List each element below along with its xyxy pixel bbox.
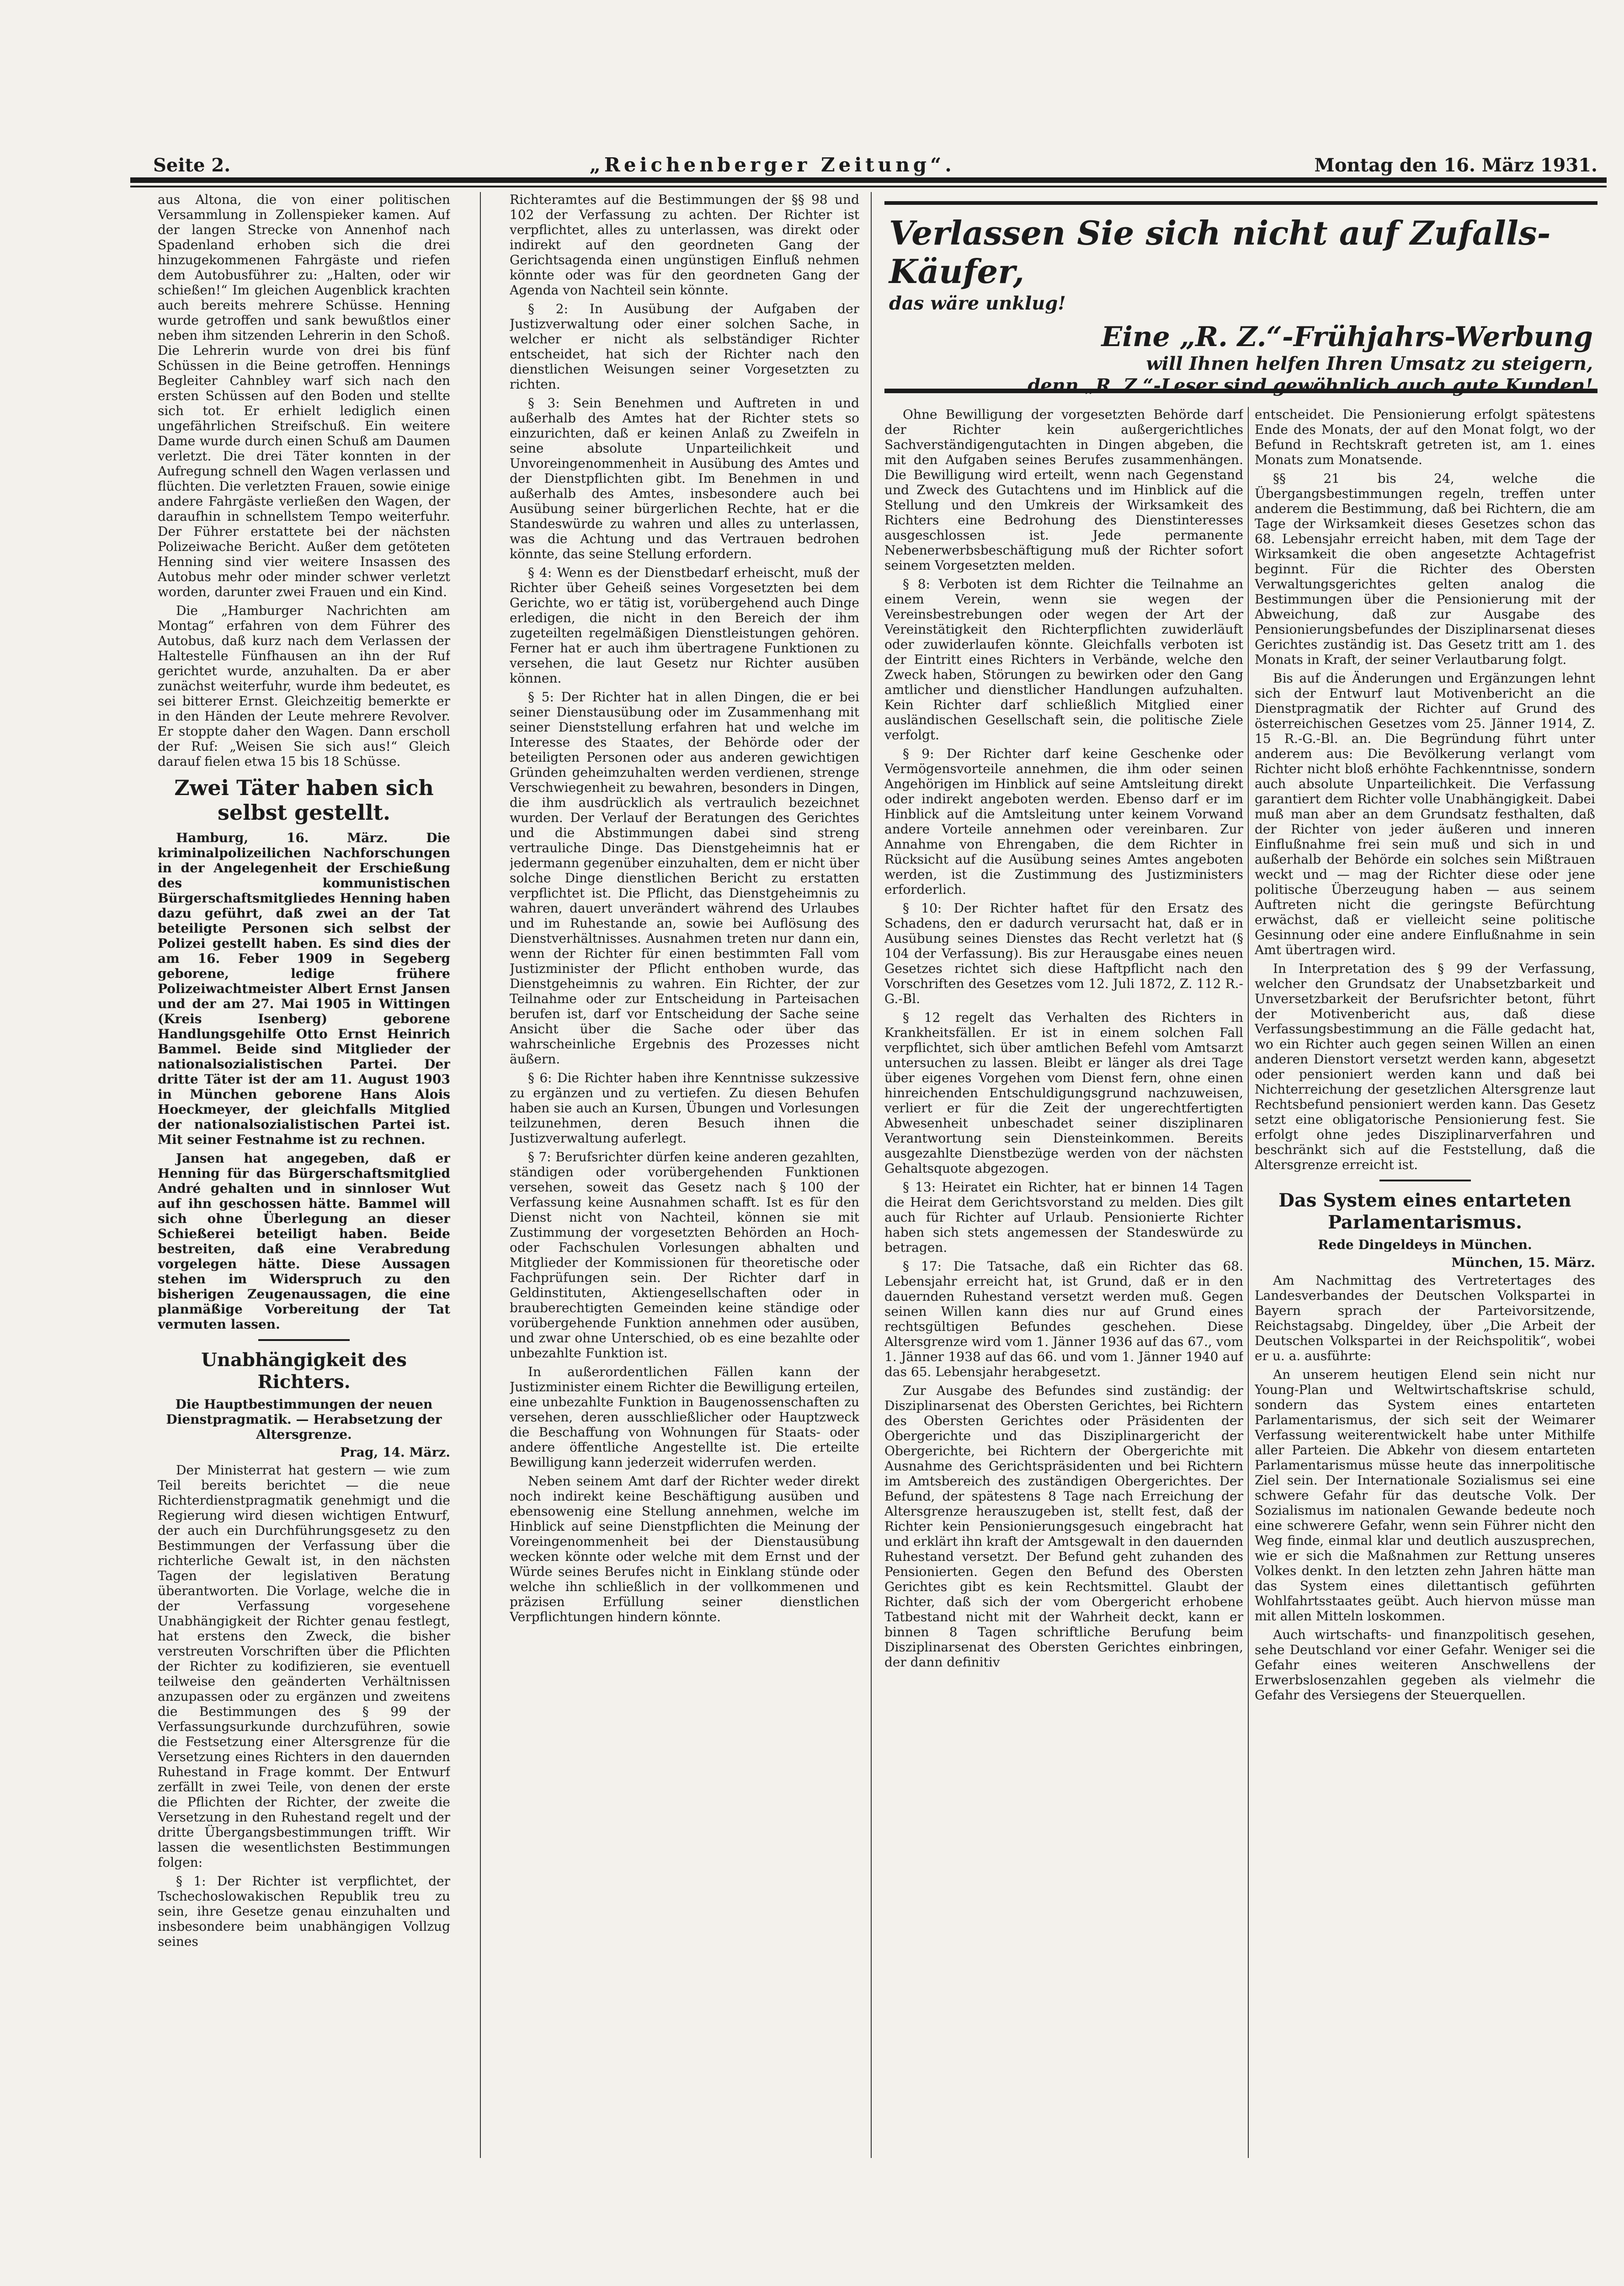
paragraph: Die „Hamburger Nachrichten am Montag“ erfahren von dem Führer des Autobus, daß kurz nach dem Verlassen der Haltestelle Fünfhausen an ihn der Ruf gerichtet wurde, anzuhalten. Da er aber zunächst weiterfuhr, wurde ihm bedeutet, es sei bitterer Ernst. Gleichzeitig bemerkte er in den Händen der Leute mehrere Revolver. Er stoppte daher den Wagen. Dann erscholl der Ruf: „Weisen Sie sich aus!“ Gleich darauf fielen etwa 15 bis 18 Schüsse. — [158, 603, 450, 769]
paragraph: § 8: Verboten ist dem Richter die Teilnahme an einem Verein, wenn sie wegen der Vereinsbestrebungen oder wegen der Art der Vereinstätigkeit den Richterpflichten zuwiderläuft oder zuwiderlaufen könnte. Gleichfalls verboten ist der Eintritt eines Richters in Verbände, welche den Zweck haben, Störungen zu bewirken oder den Gang amtlicher und dienstlicher Handlungen aufzuhalten. Kein Richter darf schließlich Mitglied einer ausländischen Gesellschaft sein, die politische Ziele verfolgt. — [884, 577, 1243, 742]
column-1 — [158, 192, 450, 2158]
paragraph: § 3: Sein Benehmen und Auftreten in und außerhalb des Amtes hat der Richter stets so einzurichten, daß er keinen Anlaß zu Zweifeln in seine absolute Unparteilichkeit und Unvoreingenommenheit in Ausübung des Amtes und der Dienstpflichten gibt. Im Benehmen in und außerhalb des Amtes, insbesondere auch bei Ausübung seiner bürgerlichen Rechte, hat er die Standeswürde zu wahren und alles zu unterlassen, was die Achtung und das Vertrauen bedrohen könnte, das seine Stellung erfordern. — [510, 395, 859, 561]
column-divider — [1248, 407, 1249, 2158]
paragraph: Auch wirtschafts- und finanzpolitisch gesehen, sehe Deutschland vor einer Gefahr. Weniger sei die Gefahr eines weiteren Anschwellens der Erwerbslosenzahlen gegeben als vielmehr die Gefahr des Versiegens der Steuerquellen. — [1255, 1627, 1595, 1703]
paragraph: Der Ministerrat hat gestern — wie zum Teil bereits berichtet — die neue Richterdienstpragmatik genehmigt und die Regierung wird diesen wichtigen Entwurf, der auch ein Durchführungsgesetz zu den Bestimmungen der Verfassung über die richterliche Gewalt ist, in den nächsten Tagen der legislativen Beratung überantworten. Die Vorlage, welche die in der Verfassung vorgesehene Unabhängigkeit der Richter genau festlegt, hat erstens den Zweck, die bisher verstreuten Vorschriften über die Pflichten der Richter zu kodifizieren, sie eventuell teilweise den geänderten Verhältnissen anzupassen oder zu ergänzen und zweitens die Bestimmungen des § 99 der Verfassungsurkunde durchzuführen, sowie die Festsetzung einer Altersgrenze für die Versetzung eines Richters in den dauernden Ruhestand in Frage kommt. Der Entwurf zerfällt in zwei Teile, von denen der erste die Pflichten der Richter, der zweite die Versetzung in den Ruhestand regelt und der dritte Übergangsbestimmungen trifft. Wir lassen die wesentlichsten Bestimmungen folgen: — [158, 1463, 450, 1870]
column-divider — [480, 192, 481, 2158]
paragraph: In Interpretation des § 99 der Verfassung, welcher den Grundsatz der Unabsetzbarkeit und Unversetzbarkeit der Berufsrichter betont, führt der Motivenbericht aus, daß diese Verfassungsbestimmung an die Fälle gedacht hat, wo ein Richter auch gegen seinen Willen an einen anderen Dienstort versetzt werden kann, abgesetzt oder pensioniert werden kann und daß bei Nichterreichung der gesetzlichen Altersgrenze laut Rechtsbefund pensioniert werden kann. Das Gesetz setzt eine obligatorische Pensionierung fest. Sie erfolgt ohne jedes Disziplinarverfahren und beschränkt sich auf die Feststellung, daß die Altersgrenze erreicht ist. — [1255, 961, 1595, 1172]
dateline: München, 15. März. — [1451, 1255, 1595, 1270]
page-header — [153, 139, 1597, 176]
dateline: Prag, 14. März. — [340, 1445, 450, 1460]
paragraph: Neben seinem Amt darf der Richter weder direkt noch indirekt keine Beschäftigung ausüben und ebensowenig eine Stellung annehmen, welche im Hinblick auf seine Dienstpflichten die Meinung der Voreingenommenheit bei der Dienstausübung wecken könnte oder welche mit dem Ernst und der Würde seines Berufes nicht in Einklang stünde oder welche ihn schließlich in der vollkommenen und präzisen Erfüllung seiner dienstlichen Verpflichtungen hindern könnte. — [510, 1474, 859, 1624]
column-2 — [510, 192, 859, 2158]
ad-text: denn „R. Z.“-Leser sind gewöhnlich auch gute Kunden! — [1028, 375, 1593, 396]
paragraph: Am Nachmittag des Vertretertages des Landesverbandes der Deutschen Volkspartei in Bayern sprach der Parteivorsitzende, Reichstagsabg. Dingeldey, über „Die Arbeit der Deutschen Volkspartei in der Reichspolitik“, wobei er u. a. ausführte: — [1255, 1273, 1595, 1363]
paragraph: In außerordentlichen Fällen kann der Justizminister einem Richter die Bewilligung erteilen, eine unbezahlte Funktion in Baugenossenschaften zu versehen, deren ausschließlicher oder Hauptzweck die Beschaffung von Wohnungen für Staats- oder andere öffentliche Angestellte ist. Die erteilte Bewilligung kann jederzeit widerrufen werden. — [510, 1364, 859, 1470]
paragraph: § 5: Der Richter hat in allen Dingen, die er bei seiner Dienstausübung oder im Zusammenhang mit seiner Dienststellung erfahren hat und welche im Interesse des Staates, der Behörde oder der beteiligten Personen oder aus anderen gewichtigen Gründen geheimzuhalten werden verdienen, strenge Verschwiegenheit zu bewahren, besonders in Dingen, die ihm ausdrücklich als vertraulich bezeichnet wurden. Der Verlauf der Beratungen des Gerichtes und die Abstimmungen dabei sind streng vertrauliche Dinge. Das Dienstgeheimnis hat er jedermann gegenüber einzuhalten, dem er nicht über solche Dinge dienstlichen Bericht zu erstatten verpflichtet ist. Die Pflicht, das Dienstgeheimnis zu wahren, dauert unverändert während des Urlaubes und im Ruhestande an, sowie bei Auflösung des Dienstverhältnisses. Ausnahmen treten nur dann ein, wenn der Richter für einen bestimmten Fall vom Justizminister der Pflicht enthoben wurde, das Dienstgeheimnis zu wahren. Ein Richter, der zur Teilnahme oder zur Entscheidung in Parteisachen berufen ist, darf vor Entscheidung der Sache seine Ansicht über die Sache oder über das wahrscheinliche Ergebnis des Prozesses nicht äußern. — [510, 689, 859, 1067]
paragraph: Richteramtes auf die Bestimmungen der §§ 98 und 102 der Verfassung zu achten. Der Richter ist verpflichtet, alles zu unterlassen, was direkt oder indirekt auf den geordneten Gang der Gerichtsagenda einen ungünstigen Einfluß nehmen könnte oder was für den geordneten Gang der Agenda von Nachteil sein könnte. — [510, 192, 859, 298]
paragraph: § 17: Die Tatsache, daß ein Richter das 68. Lebensjahr erreicht hat, ist Grund, daß er in den dauernden Ruhestand versetzt werden muß. Gegen seinen Willen kann dies nur auf Grund eines rechtsgültigen Befundes geschehen. Diese Altersgrenze wird vom 1. Jänner 1936 auf das 67., vom 1. Jänner 1938 auf das 66. und vom 1. Jänner 1940 auf das 65. Lebensjahr herabgesetzt. — [884, 1259, 1243, 1379]
column-divider — [871, 192, 872, 2158]
paragraph: Jansen hat angegeben, daß er Henning für das Bürgerschaftsmitglied André gehalten und in sinnloser Wut auf ihn geschossen hätte. Bammel will sich ohne Überlegung an dieser Schießerei beteiligt haben. Beide bestreiten, daß eine Verabredung vorgelegen hätte. Diese Aussagen stehen im Widerspruch zu den bisherigen Zeugenaussagen, die eine planmäßige Vorbereitung der Tat vermuten lassen. — [158, 1151, 450, 1332]
issue-date: Montag den 16. März 1931. — [1314, 155, 1597, 176]
paragraph: § 12 regelt das Verhalten des Richters in Krankheitsfällen. Er ist in einem solchen Fall verpflichtet, sich über amtlichen Befehl vom Amtsarzt untersuchen zu lassen. Bleibt er länger als drei Tage über eigenes Vorgehen vom Dienst fern, ohne einen hinreichenden Entschuldigungsgrund nachzuweisen, verliert er für die Zeit der ungerechtfertigten Abwesenheit unbeschadet seiner disziplinaren Verantwortung sein Diensteinkommen. Bereits ausgezahlte Dienstbezüge werden von der nächsten Gehaltsquote abgezogen. — [884, 1010, 1243, 1176]
paragraph: Hamburg, 16. März. Die kriminalpolizeilichen Nachforschungen in der Angelegenheit der Erschießung des kommunistischen Bürgerschaftsmitgliedes Henning haben dazu geführt, daß zwei an der Tat beteiligte Personen sich selbst der Polizei gestellt haben. Es sind dies der am 16. Feber 1909 in Segeberg geborene, ledige frühere Polizeiwachtmeister Albert Ernst Jansen und der am 27. Mai 1905 in Wittingen (Kreis Isenberg) geborene Handlungsgehilfe Otto Ernst Heinrich Bammel. Beide sind Mitglieder der nationalsozialistischen Partei. Der dritte Täter ist der am 11. August 1903 in München geborene Hans Alois Hoeckmeyer, der gleichfalls Mitglied der nationalsozialistischen Partei ist. Mit seiner Festnahme ist zu rechnen. — [158, 830, 450, 1147]
paragraph: Bis auf die Änderungen und Ergänzungen lehnt sich der Entwurf laut Motivenbericht an die Dienstpragmatik der Richter auf Grund des österreichischen Gesetzes vom 25. Jänner 1914, Z. 15 R.-G.-Bl. an. Die Begründung führt unter anderem aus: Die Bevölkerung verlangt vom Richter nicht bloß erhöhte Fachkenntnisse, sondern auch absolute Unparteilichkeit. Die Verfassung garantiert dem Richter volle Unabhängigkeit. Dabei muß man aber an dem Grundsatz festhalten, daß der Richter von jeder äußeren und inneren Einflußnahme frei sein muß und sich in und außerhalb der Behörde ein solches sein Mißtrauen weckt und — mag der Richter diese oder jene politische Überzeugung haben — aus seinem Auftreten nicht die geringste Befürchtung erwächst, daß er vielleicht seine politische Gesinnung oder eine andere Einflußnahme in sein Amt übertragen wird. — [1255, 671, 1595, 957]
paragraph: Ohne Bewilligung der vorgesetzten Behörde darf der Richter kein außergerichtliches Sachverständigengutachten in Dingen abgeben, die mit den Aufgaben seines Berufes zusammenhängen. Die Bewilligung wird erteilt, wenn nach Gegenstand und Zweck des Gutachtens und im Hinblick auf die Stellung und den Umkreis der Wirksamkeit des Richters eine Bedrohung des Dienstinteresses ausgeschlossen ist. Jede permanente Nebenerwerbsbeschäftigung muß der Richter sofort seinem Vorgesetzten melden. — [884, 407, 1243, 573]
column-3 — [884, 407, 1243, 2286]
paragraph: § 9: Der Richter darf keine Geschenke oder Vermögensvorteile annehmen, die ihm oder seinen Angehörigen im Hinblick auf seine Amtsleitung direkt oder indirekt angeboten werden. Ebenso darf er im Hinblick auf die Amtsleitung unter keinem Vorwand andere Vorteile annehmen oder vereinbaren. Zur Annahme von Ehrengaben, die dem Richter in Rücksicht auf die Ausübung seines Amtes angeboten werden, ist die Zustimmung des Justizministers erforderlich. — [884, 746, 1243, 897]
headline: Das System eines entarteten Parlamentarismus. — [1278, 1190, 1571, 1233]
paragraph: §§ 21 bis 24, welche die Übergangsbestimmungen regeln, treffen unter anderem die Bestimmung, daß bei Richtern, die am Tage der Wirksamkeit dieses Gesetzes schon das 68. Lebensjahr erreicht haben, mit dem Tage der Wirksamkeit die oben angesetzte Achtagefrist beginnt. Für die Richter des Obersten Verwaltungsgerichtes gelten analog die Bestimmungen über die Pensionierung mit der Abweichung, daß zur Ausgabe des Pensionierungsbefundes der Disziplinarsenat dieses Gerichtes zuständig ist. Das Gesetz tritt am 1. des Monats in Kraft, der seiner Verlautbarung folgt. — [1255, 471, 1595, 667]
paragraph: § 7: Berufsrichter dürfen keine anderen gezahlten, ständigen oder vorübergehenden Funktionen versehen, soweit das Gesetz nach § 100 der Verfassung keine Ausnahmen schafft. Ist es für den Dienst nicht von Nachteil, können sie mit Zustimmung der vorgesetzten Behörden an Hoch- oder Fachschulen Vorlesungen abhalten und Mitglieder der Kommissionen für theoretische oder Fachprüfungen sein. Der Richter darf in Geldinstituten, Aktiengesellschaften oder in brauberechtigten Gemeinden keine ständige oder vorübergehende Funktion annehmen oder ausüben, und zwar ohne Unterschied, ob es eine bezahlte oder unbezahlte Funktion ist. — [510, 1149, 859, 1361]
advertisement-box — [884, 201, 1597, 396]
paragraph: An unserem heutigen Elend sein nicht nur Young-Plan und Weltwirtschaftskrise schuld, sondern das System eines entarteten Parlamentarismus, der sich seit der Weimarer Verfassung weiterentwickelt habe unter Mithilfe aller Parteien. Die Abkehr von diesem entarteten Parlamentarismus müsse heute das innerpolitische Ziel sein. Der Internationale Sozialismus sei eine schwere Gefahr für das deutsche Volk. Der Sozialismus im nationalen Gewande bedeute noch eine schwerere Gefahr, wenn sein Führer nicht den Weg finde, einmal klar und deutlich auszusprechen, wie er sich die Maßnahmen zur Rettung unseres Volkes denkt. In den letzten zehn Jahren hätte man das System eines dilettantisch geführten Wohlfahrtsstaates geübt. Auch hiervon müsse man mit allen Mitteln loskommen. — [1255, 1367, 1595, 1624]
header-rule — [130, 177, 1607, 183]
paragraph: § 10: Der Richter haftet für den Ersatz des Schadens, den er dadurch verursacht hat, daß er in Ausübung seines Dienstes das Recht verletzt hat (§ 104 der Verfassung). Bis zur Herausgabe eines neuen Gesetzes richtet sich diese Haftpflicht nach den Vorschriften des Gesetzes vom 12. Juli 1872, Z. 112 R.-G.-Bl. — [884, 901, 1243, 1006]
paragraph: entscheidet. Die Pensionierung erfolgt spätestens Ende des Monats, der auf den Monat folgt, wo der Befund in Rechtskraft getreten ist, am 1. eines Monats zum Monatsende. — [1255, 407, 1595, 467]
ad-headline: Verlassen Sie sich nicht auf Zufalls-Käufer, — [889, 214, 1551, 291]
paragraph: § 2: In Ausübung der Aufgaben der Justizverwaltung oder einer solchen Sache, in welcher er nicht als selbständiger Richter entscheidet, hat sich der Richter nach den dienstlichen Weisungen seiner Vorgesetzten zu richten. — [510, 301, 859, 392]
headline: Unabhängigkeit des Richters. — [201, 1349, 407, 1393]
article-separator — [1379, 1180, 1471, 1181]
subheadline: Die Hauptbestimmungen der neuen Dienstpragmatik. — Herabsetzung der Altersgrenze. — [166, 1397, 442, 1442]
ad-text: will Ihnen helfen Ihren Umsatz zu steigern, — [1146, 353, 1593, 374]
headline: Zwei Täter haben sich selbst gestellt. — [174, 775, 434, 825]
ad-tagline: das wäre unklug! — [889, 293, 1066, 314]
subheadline: Rede Dingeldeys in München. — [1318, 1237, 1532, 1252]
paragraph: Zur Ausgabe des Befundes sind zuständig: der Disziplinarsenat des Obersten Gerichtes, bei Richtern des Obersten Gerichtes oder Präsidenten der Obergerichte und das Disziplinargericht der Obergerichte, bei Richtern der Obergerichte mit Ausnahme des Gerichtspräsidenten und bei Richtern im Amtsbereich des zuständigen Obergerichtes. Der Befund, der spätestens 8 Tage nach Erreichung der Altersgrenze herauszugeben ist, stellt fest, daß der Richter kein Pensionierungsgesuch eingebracht hat und erklärt ihn kraft der Amtsgewalt in den dauernden Ruhestand versetzt. Der Befund geht zuhanden des Pensionierten. Gegen den Befund des Obersten Gerichtes gibt es kein Rechtsmittel. Glaubt der Richter, daß sich der vom Obergericht erhobene Tatbestand nicht mit der Wahrheit deckt, kann er binnen 8 Tagen schriftliche Berufung beim Disziplinarsenat des Obersten Gerichtes einbringen, der dann definitiv — [884, 1383, 1243, 1670]
paragraph: aus Altona, die von einer politischen Versammlung in Zollenspieker kamen. Auf der langen Strecke von Annenhof nach Spadenland erhoben sich die drei hinzugekommenen Fahrgäste und riefen dem Autobusführer zu: „Halten, oder wir schießen!“ Im gleichen Augenblick krachten auch bereits mehrere Schüsse. Henning wurde getroffen und sank bewußtlos einer neben ihm sitzenden Lehrerin in den Schoß. Die Lehrerin wurde von drei bis fünf Schüssen in die Beine getroffen. Hennings Begleiter Cahnbley warf sich nach den ersten Schüssen auf den Boden und stellte sich tot. Er erhielt lediglich einen ungefährlichen Streifschuß. Ein weitere Dame wurde durch einen Schuß am Daumen verletzt. Die drei Täter konnten in der Aufregung schnell den Wagen verlassen und flüchten. Die verletzten Frauen, sowie einige andere Fahrgäste verließen den Wagen, der daraufhin in schnellstem Tempo weiterfuhr. Der Führer erstattete bei der nächsten Polizeiwache Bericht. Außer dem getöteten Henning sind vier weitere Insassen des Autobus mehr oder minder schwer verletzt worden, darunter zwei Frauen und ein Kind. — [158, 192, 450, 599]
paragraph: § 1: Der Richter ist verpflichtet, der Tschechoslowakischen Republik treu zu sein, ihre Gesetze genau einzuhalten und insbesondere beim unabhängigen Vollzug seines — [158, 1874, 450, 1949]
paragraph: § 6: Die Richter haben ihre Kenntnisse sukzessive zu ergänzen und zu vertiefen. Zu diesen Behufen haben sie auch an Kursen, Übungen und Vorlesungen teilzunehmen, deren Besuch ihnen die Justizverwaltung auferlegt. — [510, 1070, 859, 1146]
article-separator — [258, 1339, 350, 1341]
paragraph: § 4: Wenn es der Dienstbedarf erheischt, muß der Richter über Geheiß seines Vorgesetzten bei dem Gerichte, wo er tätig ist, vorübergehend auch Dinge erledigen, die nicht in den Bereich der ihm zugeteilten regelmäßigen Dienstleistungen gehören. Ferner hat er auch ihm übertragene Funktionen zu versehen, die laut Gesetz nur Richter ausüben können. — [510, 565, 859, 686]
ad-subheadline: Eine „R. Z.“-Frühjahrs-Werbung — [1101, 321, 1593, 353]
column-4 — [1255, 407, 1595, 2286]
paragraph: § 13: Heiratet ein Richter, hat er binnen 14 Tagen die Heirat dem Gerichtsvorstand zu melden. Dies gilt auch für Richter auf Urlaub. Pensionierte Richter haben sich stets angemessen der Standeswürde zu betragen. — [884, 1180, 1243, 1255]
page-number: Seite 2. — [153, 155, 231, 176]
header-rule-thin — [130, 186, 1607, 187]
masthead-title: „Reichenberger Zeitung“. — [589, 154, 955, 176]
